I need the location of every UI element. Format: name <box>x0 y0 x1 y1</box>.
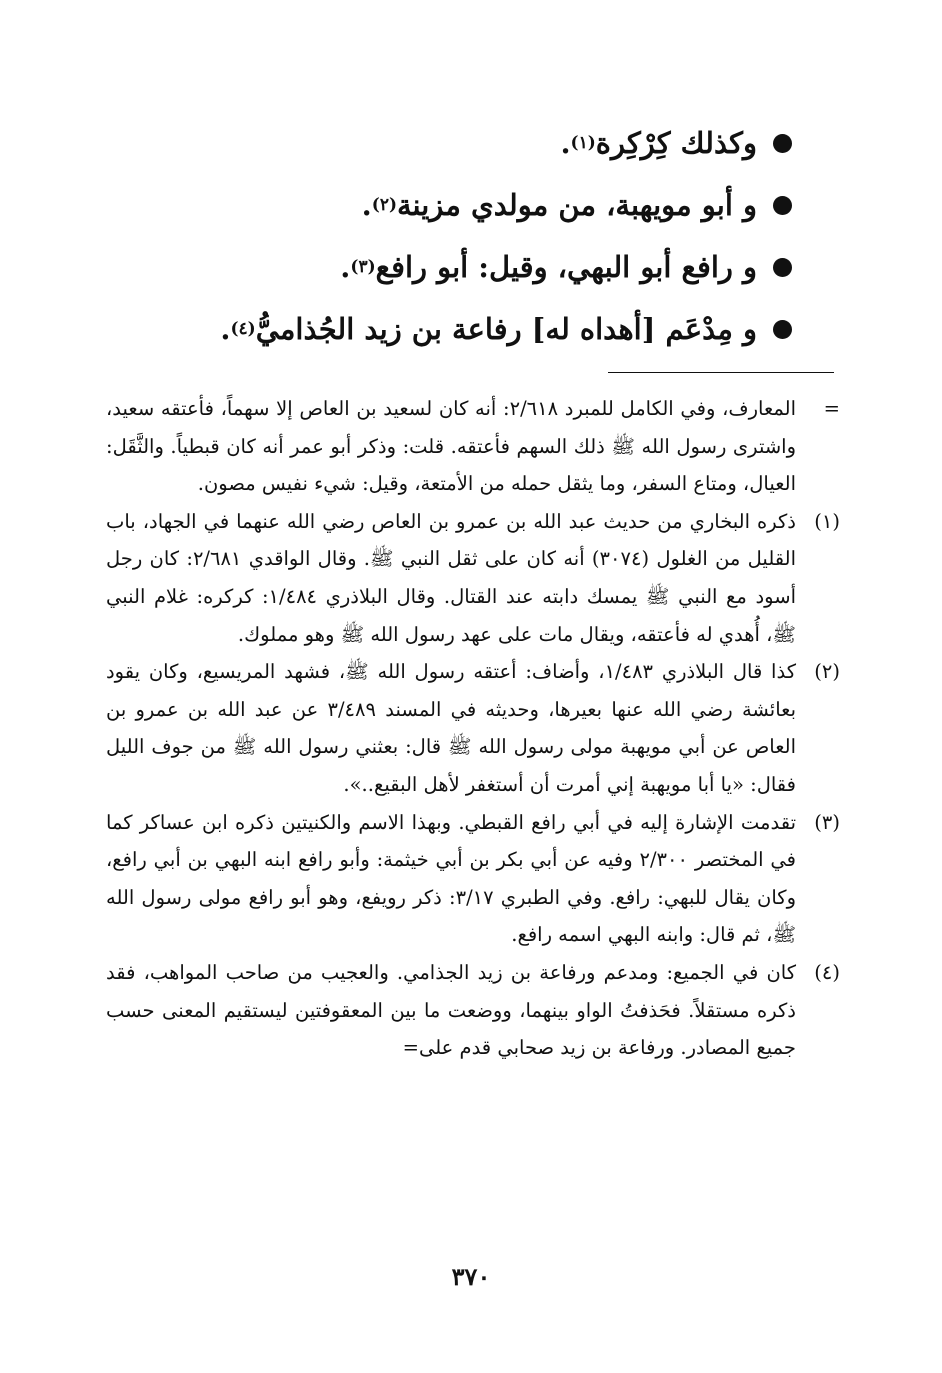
footnote-4 <box>106 954 840 1067</box>
footnote-2 <box>106 653 840 803</box>
bullet-dot-icon <box>773 134 792 153</box>
footnote-text: المعارف، وفي الكامل للمبرد ٢/٦١٨: أنه كان لسعيد بن العاص إلا سهماً، فأعتقه سعيد، واشترى رسول الله ﷺ ذلك السهم فأعتقه. قلت: وذكر أبو عمر أنه كان قبطياً. والثَّقَل: العيال، ومتاع السفر، وما يثقل حمله من الأمتعة، وقيل: شيء نفيس مصون. <box>106 397 796 496</box>
footnote-text: كان في الجميع: ومدعم ورفاعة بن زيد الجذامي. والعجيب من صاحب المواهب، فقد ذكره مستقلاً. فحَذفتُ الواو بينهما، ووضعت ما بين المعقوفتين ليستقيم المعنى حسب جميع المصادر. ورفاعة بن زيد صحابي قدم على= <box>106 960 796 1060</box>
list-item: و مِدْعَم [أهداه له] رفاعة بن زيد الجُذاميُّ (٤) . <box>152 298 792 360</box>
footnote-marker: (٢) <box>814 660 840 684</box>
footnote-marker: (٤) <box>814 960 840 984</box>
footnote-ref: (٣) <box>350 257 376 277</box>
bullet-text: وكذلك كِرْكِرة <box>595 126 757 160</box>
footnote-text: ذكره البخاري من حديث عبد الله بن عمرو بن العاص رضي الله عنهما في الجهاد، باب القليل من الغلول (٣٠٧٤) أنه كان على ثقل النبي ﷺ. وقال الواقدي ٢/٦٨١: كان رجل أسود مع النبي ﷺ يمسك دابته عند القتال. وقال البلاذري ١/٤٨٤: كركره: غلام النبي ﷺ، أُهدي له فأعتقه، ويقال مات على عهد رسول الله ﷺ وهو مملوك. <box>106 509 796 646</box>
footnote-marker: (١) <box>814 509 840 533</box>
list-item: و رافع أبو البهي، وقيل: أبو رافع (٣) . <box>152 236 792 298</box>
footnote-text: كذا قال البلاذري ١/٤٨٣، وأضاف: أعتقه رسول الله ﷺ، فشهد المريسيع، وكان يقود بعائشة رضي الله عنها بعيرها، وحديثه في المسند ٣/٤٨٩ عن عبد الله بن عمرو بن العاص عن أبي مويهبة مولى رسول الله ﷺ قال: بعثني رسول الله ﷺ من جوف الليل فقال: «يا أبا مويهبة إني أمرت أن أستغفر لأهل البقيع..». <box>106 660 797 796</box>
footnote-1 <box>106 503 840 653</box>
footnotes <box>106 390 840 1067</box>
main-text-list <box>152 112 792 360</box>
footnote-ref: (٢) <box>371 195 397 215</box>
list-item: وكذلك كِرْكِرة (١) . <box>152 112 792 174</box>
footnote-3 <box>106 804 840 954</box>
bullet-text: و رافع أبو البهي، وقيل: أبو رافع <box>375 250 757 284</box>
bullet-dot-icon <box>773 258 792 277</box>
footnote-marker: = <box>823 397 840 420</box>
footnote-ref: (٤) <box>230 319 256 339</box>
footnote-ref: (١) <box>570 133 596 153</box>
footnote-text: تقدمت الإشارة إليه في أبي رافع القبطي. وبهذا الاسم والكنيتين ذكره ابن عساكر كما في المختصر ٢/٣٠٠ وفيه عن أبي بكر بن أبي خيثمة: وأبو رافع ابنه البهي بن أبي رافع، وكان يقال للبهي: رافع. وفي الطبري ٣/١٧: ذكر رويفع، وهو أبو رافع مولى رسول الله ﷺ، ثم قال: وابنه البهي اسمه رافع. <box>106 810 796 947</box>
footnote-divider <box>608 372 834 373</box>
page-number: ٣٧٠ <box>451 1262 491 1291</box>
footnote-marker: (٣) <box>814 810 840 834</box>
bullet-dot-icon <box>773 196 792 215</box>
footnote-continued <box>106 390 840 503</box>
bullet-text: و أبو مويهبة، من مولدي مزينة <box>397 188 757 222</box>
bullet-dot-icon <box>773 320 792 339</box>
list-item: و أبو مويهبة، من مولدي مزينة (٢) . <box>152 174 792 236</box>
bullet-text: و مِدْعَم [أهداه له] رفاعة بن زيد الجُذاميُّ <box>255 312 757 346</box>
